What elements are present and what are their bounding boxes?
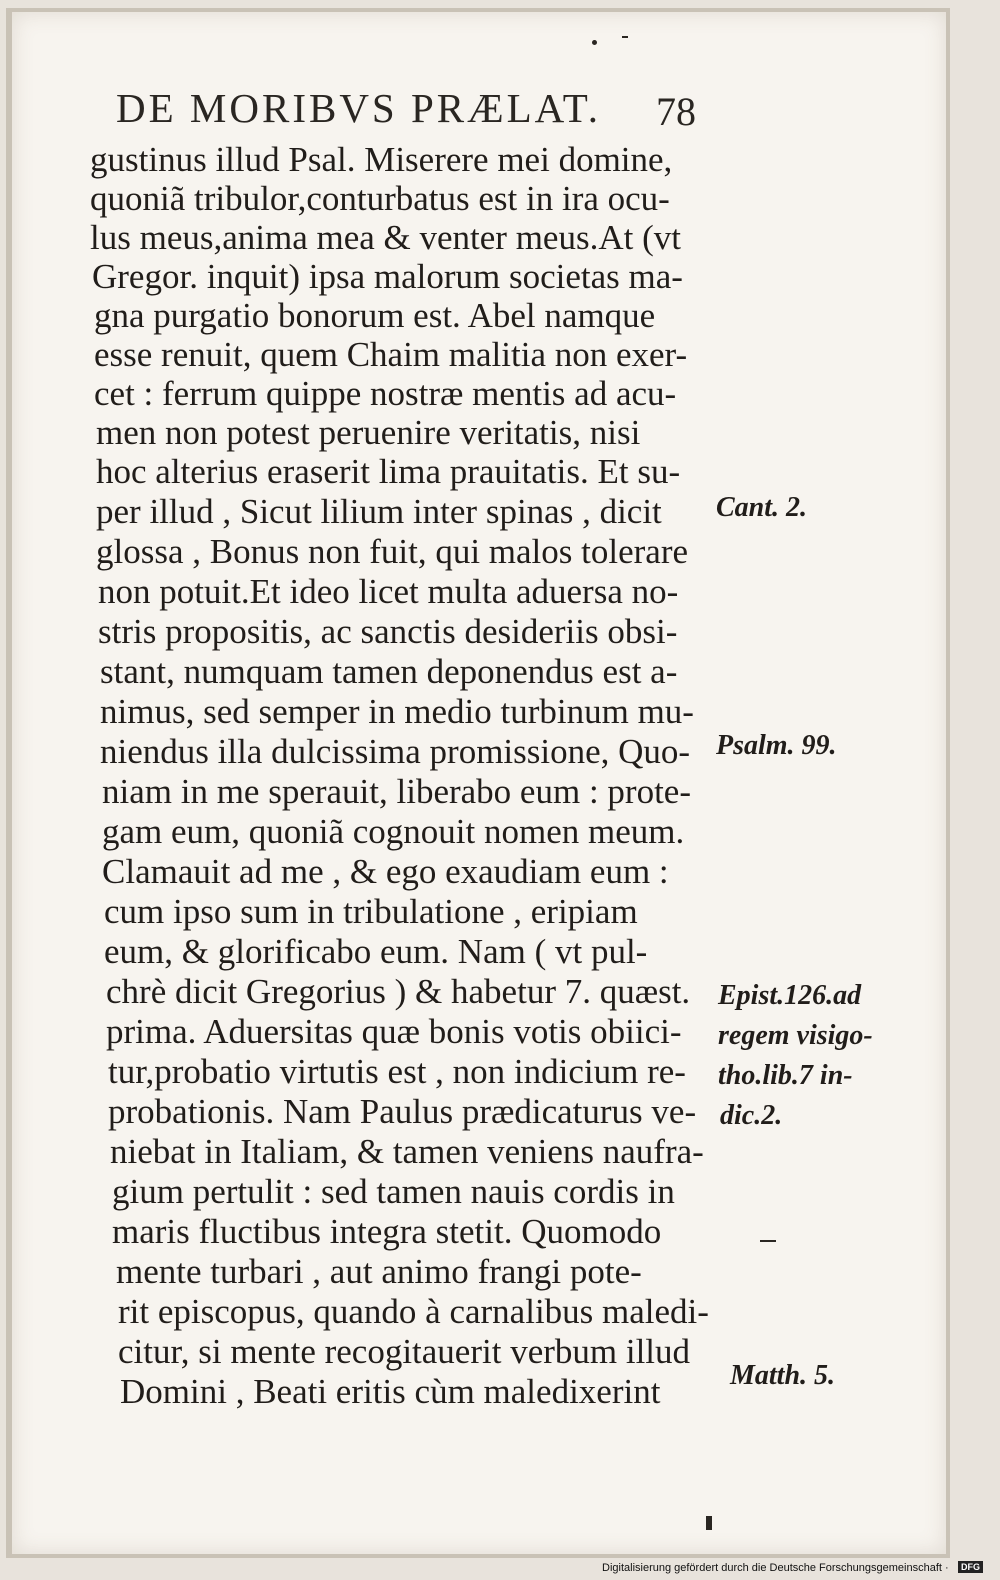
text-line: cum ipso sum in tribulatione , eripiam [104,892,638,931]
text-line: Domini , Beati eritis cùm maledixerint [120,1372,661,1411]
margin-note: tho.lib.7 in- [718,1060,853,1091]
text-line: Clamauit ad me , & ego exaudiam eum : [102,852,669,891]
text-line: citur, si mente recogitauerit verbum illud [118,1332,691,1371]
text-line: eum, & glorificabo eum. Nam ( vt pul- [104,932,648,971]
text-line: hoc alterius eraserit lima prauitatis. Et su- [96,452,681,491]
text-line: maris fluctibus integra stetit. Quomodo [112,1212,662,1251]
page-number: 78 [656,89,696,134]
margin-note: Cant. 2. [716,492,808,523]
ink-speck [760,1240,776,1242]
text-line: stant, numquam tamen deponendus est a- [100,652,678,691]
text-line: gium pertulit : sed tamen nauis cordis in [112,1172,675,1211]
text-line: niebat in Italiam, & tamen veniens naufra- [110,1132,704,1171]
digitization-credit: Digitalisierung gefördert durch die Deutsche Forschungsgemeinschaft · [602,1562,949,1574]
text-line: cet : ferrum quippe nostræ mentis ad acu- [94,374,677,413]
text-line: gna purgatio bonorum est. Abel namque [94,296,656,335]
text-line: niam in me sperauit, liberabo eum : prote- [102,772,691,811]
text-line: Gregor. inquit) ipsa malorum societas ma- [92,257,683,296]
text-line: glossa , Bonus non fuit, qui malos tolerare [96,532,689,571]
text-line: nimus, sed semper in medio turbinum mu- [100,692,694,731]
text-line: esse renuit, quem Chaim malitia non exer- [94,335,688,374]
text-line: probationis. Nam Paulus prædicaturus ve- [108,1092,697,1131]
ink-speck [592,40,597,45]
margin-note: Epist.126.ad [718,980,862,1011]
running-title: DE MORIBVS PRÆLAT. [116,85,601,131]
text-line: prima. Aduersitas quæ bonis votis obiici- [106,1012,682,1051]
margin-note: dic.2. [720,1100,783,1131]
text-line: quoniã tribulor,conturbatus est in ira ocu- [90,179,670,218]
text-line: niendus illa dulcissima promissione, Quo- [100,732,691,771]
text-line: gustinus illud Psal. Miserere mei domine, [90,140,673,179]
text-line: chrè dicit Gregorius ) & habetur 7. quæst. [106,972,691,1011]
text-line: tur,probatio virtutis est , non indicium re- [108,1052,686,1091]
text-line: stris propositis, ac sanctis desideriis obsi- [98,612,678,651]
margin-note: regem visigo- [718,1020,873,1051]
margin-note: Psalm. 99. [716,730,837,761]
margin-note: Matth. 5. [730,1360,836,1391]
text-line: mente turbari , aut animo frangi pote- [116,1252,642,1291]
text-line: rit episcopus, quando à carnalibus maledi- [118,1292,709,1331]
dfg-logo: DFG [958,1561,983,1573]
text-line: gam eum, quoniã cognouit nomen meum. [102,812,685,851]
ink-speck [706,1516,712,1530]
text-line: non potuit.Et ideo licet multa aduersa no- [98,572,679,611]
ink-speck [622,36,628,38]
text-line: per illud , Sicut lilium inter spinas , dicit [96,492,662,531]
text-line: lus meus,anima mea & venter meus.At (vt [90,218,681,257]
text-line: men non potest peruenire veritatis, nisi [96,413,641,452]
